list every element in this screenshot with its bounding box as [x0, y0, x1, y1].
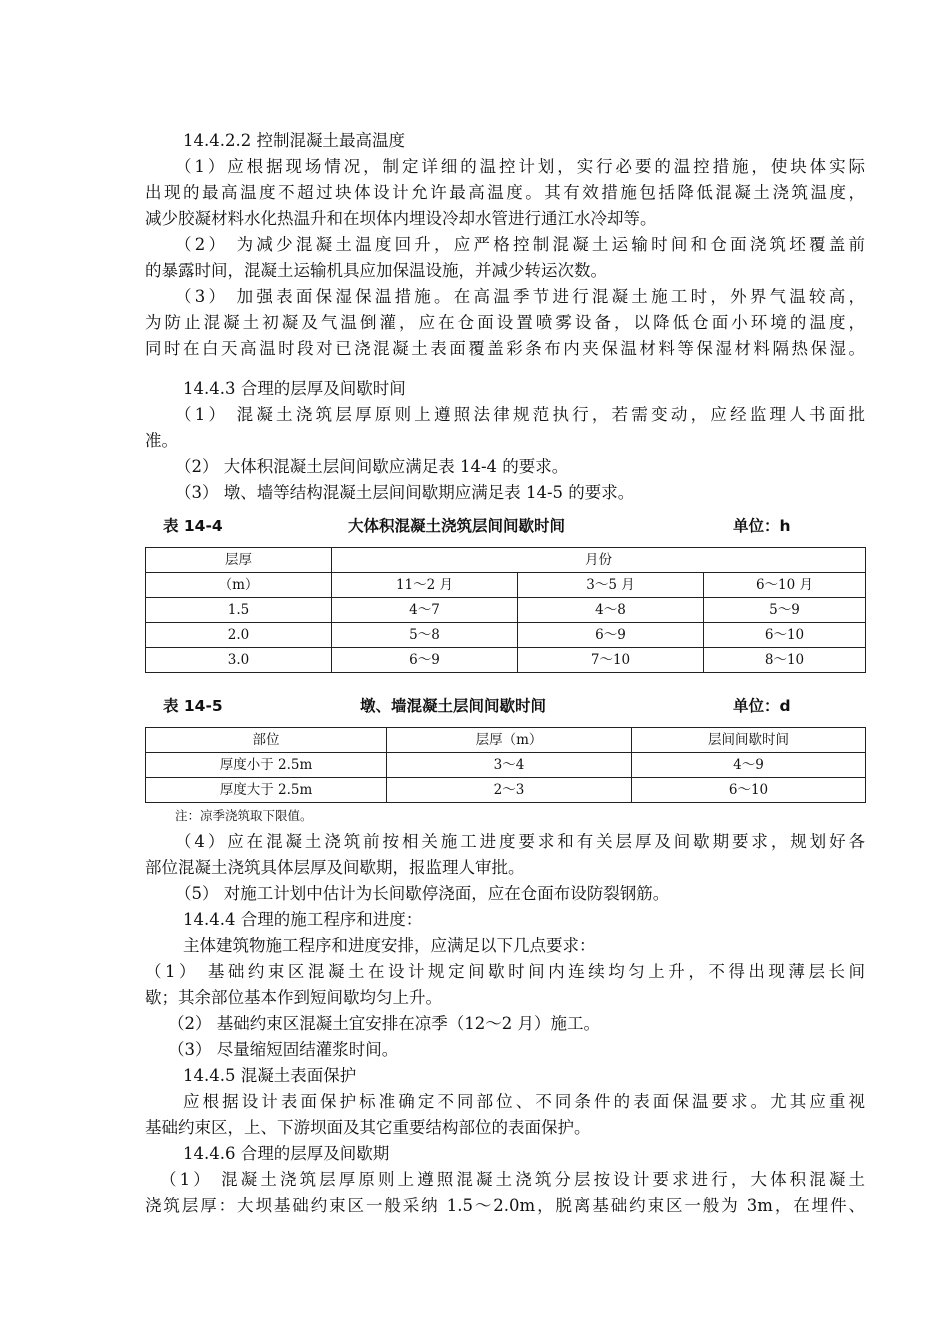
table-14-4-title: 大体积混凝土浇筑层间间歇时间	[348, 517, 566, 535]
heading-14-4-4: 14.4.4 合理的施工程序和进度：	[183, 910, 423, 929]
table-14-5-title: 墩、墙混凝土层间间歇时间	[360, 697, 547, 715]
paragraph-line: 基础约束区，上、下游坝面及其它重要结构部位的表面保护。	[145, 1118, 591, 1137]
table-row	[146, 598, 866, 623]
paragraph-line: （3） 尽量缩短固结灌浆时间。	[168, 1040, 399, 1059]
heading-14-4-6: 14.4.6 合理的层厚及间歇期	[183, 1144, 390, 1163]
table-14-5-unit: 单位：d	[733, 697, 791, 715]
table-cell: 6～9	[518, 623, 704, 648]
paragraph-line: （2） 为减少混凝土温度回升，应严格控制混凝土运输时间和仓面浇筑坯覆盖前	[175, 235, 865, 254]
table-14-4	[145, 547, 866, 673]
table-cell: 5～8	[332, 623, 518, 648]
paragraph-line: 出现的最高温度不超过块体设计允许最高温度。其有效措施包括降低混凝土浇筑温度，	[145, 183, 865, 202]
paragraph-line: （1） 混凝土浇筑层厚原则上遵照混凝土浇筑分层按设计要求进行，大体积混凝土	[160, 1170, 865, 1189]
table-row	[146, 778, 866, 803]
paragraph-line: （3） 墩、墙等结构混凝土层间间歇期应满足表 14-5 的要求。	[175, 483, 635, 502]
header-month-3: 6～10 月	[704, 573, 866, 598]
table-cell: 6～9	[332, 648, 518, 673]
paragraph-line: 部位混凝土浇筑具体层厚及间歇期，报监理人审批。	[145, 858, 525, 877]
header-location: 部位	[146, 728, 387, 753]
table-cell: 7～10	[518, 648, 704, 673]
table-cell: 厚度大于 2.5m	[146, 778, 387, 803]
table-cell: 4～8	[518, 598, 704, 623]
paragraph-line: （1） 混凝土浇筑层厚原则上遵照法律规范执行，若需变动，应经监理人书面批	[175, 405, 865, 424]
heading-14-4-5: 14.4.5 混凝土表面保护	[183, 1066, 357, 1085]
table-14-4-label: 表 14-4	[163, 517, 223, 535]
table-cell: 6～10	[704, 623, 866, 648]
table-cell: 1.5	[146, 598, 332, 623]
header-month: 月份	[332, 548, 866, 573]
table-row	[146, 753, 866, 778]
paragraph-line: 歇；其余部位基本作到短间歇均匀上升。	[145, 988, 442, 1007]
paragraph-line: （5） 对施工计划中估计为长间歇停浇面，应在仓面布设防裂钢筋。	[175, 884, 670, 903]
table-cell: 8～10	[704, 648, 866, 673]
paragraph-line: 应根据设计表面保护标准确定不同部位、不同条件的表面保温要求。尤其应重视	[183, 1092, 865, 1111]
heading-14-4-2-2: 14.4.2.2 控制混凝土最高温度	[183, 131, 405, 150]
paragraph-line: 的暴露时间，混凝土运输机具应加保温设施，并减少转运次数。	[145, 261, 607, 280]
paragraph-line: （3） 加强表面保湿保温措施。在高温季节进行混凝土施工时，外界气温较高，	[175, 287, 865, 306]
header-interval: 层间间歇时间	[632, 728, 866, 753]
table-row	[146, 648, 866, 673]
table-cell: 6～10	[632, 778, 866, 803]
paragraph-line: （2） 基础约束区混凝土宜安排在凉季（12～2 月）施工。	[168, 1014, 600, 1033]
table-cell: 4～7	[332, 598, 518, 623]
table-cell: 3～4	[387, 753, 632, 778]
paragraph-line: （1）应根据现场情况，制定详细的温控计划，实行必要的温控措施，使块体实际	[175, 157, 865, 176]
paragraph-line: 同时在白天高温时段对已浇混凝土表面覆盖彩条布内夹保温材料等保湿材料隔热保湿。	[145, 339, 865, 358]
table-cell: 厚度小于 2.5m	[146, 753, 387, 778]
table-note: 注：凉季浇筑取下限值。	[175, 808, 313, 823]
table-14-4-unit: 单位：h	[733, 517, 791, 535]
table-14-5	[145, 727, 866, 803]
paragraph-line: （1） 基础约束区混凝土在设计规定间歇时间内连续均匀上升，不得出现薄层长间	[145, 962, 865, 981]
paragraph-line: 减少胶凝材料水化热温升和在坝体内埋设冷却水管进行通江水冷却等。	[145, 209, 657, 228]
paragraph-line: 为防止混凝土初凝及气温倒灌，应在仓面设置喷雾设备，以降低仓面小环境的温度，	[145, 313, 865, 332]
header-thickness: 层厚	[146, 548, 332, 573]
header-month-1: 11～2 月	[332, 573, 518, 598]
paragraph-line: （4）应在混凝土浇筑前按相关施工进度要求和有关层厚及间歇期要求，规划好各	[175, 832, 865, 851]
paragraph-line: 浇筑层厚：大坝基础约束区一般采纳 1.5～2.0m，脱离基础约束区一般为 3m，在埋件、	[145, 1196, 865, 1215]
header-thickness: 层厚（m）	[387, 728, 632, 753]
heading-14-4-3: 14.4.3 合理的层厚及间歇时间	[183, 379, 406, 398]
table-14-5-label: 表 14-5	[163, 697, 223, 715]
paragraph-line: 准。	[145, 431, 178, 450]
header-month-2: 3～5 月	[518, 573, 704, 598]
header-thickness-unit: （m）	[146, 573, 332, 598]
table-row	[146, 623, 866, 648]
paragraph-line: （2） 大体积混凝土层间间歇应满足表 14-4 的要求。	[175, 457, 569, 476]
paragraph-line: 主体建筑物施工程序和进度安排，应满足以下几点要求：	[183, 936, 596, 955]
table-cell: 2～3	[387, 778, 632, 803]
table-cell: 3.0	[146, 648, 332, 673]
table-cell: 5～9	[704, 598, 866, 623]
table-cell: 4～9	[632, 753, 866, 778]
table-cell: 2.0	[146, 623, 332, 648]
